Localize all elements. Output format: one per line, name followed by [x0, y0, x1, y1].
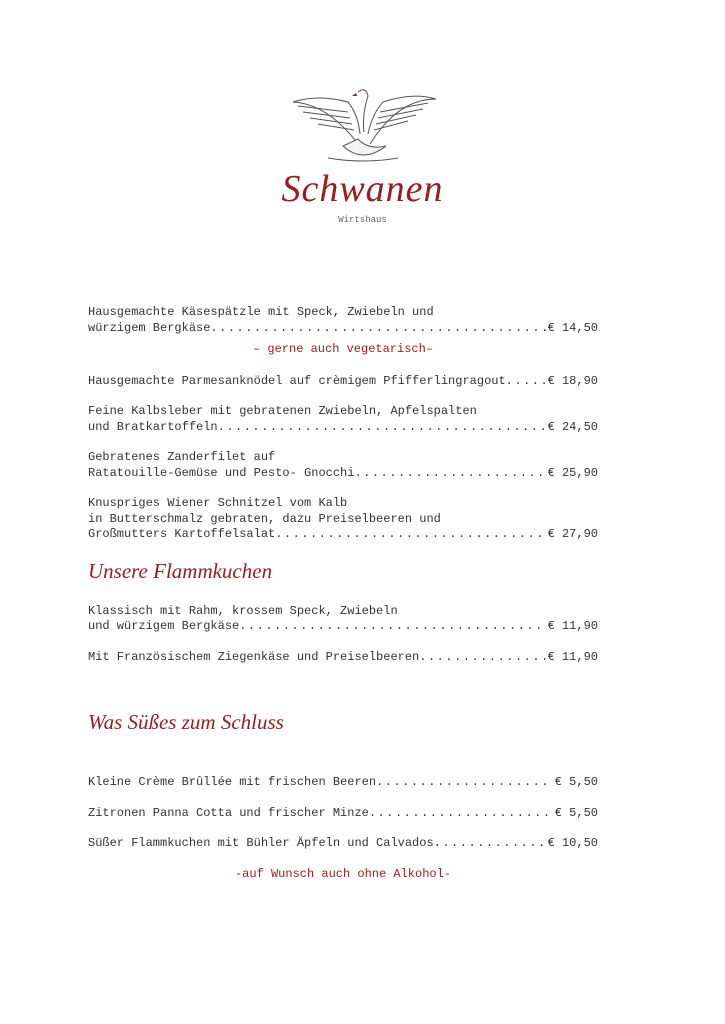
item-description: Gebratenes Zanderfilet auf — [88, 450, 276, 464]
item-description: Feine Kalbsleber mit gebratenen Zwiebeln, Apfelspalten — [88, 404, 477, 418]
dessert-items — [88, 775, 598, 852]
item-price-line — [88, 836, 598, 852]
menu-item — [88, 374, 598, 390]
item-price: € 5,50 — [554, 775, 598, 789]
menu — [88, 305, 598, 898]
item-name: Ratatouille-Gemüse und Pesto- Gnocchi — [88, 465, 355, 480]
menu-item — [88, 305, 598, 336]
item-price-line — [88, 619, 598, 635]
menu-item — [88, 496, 598, 543]
item-price-line — [88, 466, 598, 482]
menu-item — [88, 404, 598, 435]
item-price: € 18,90 — [547, 373, 598, 388]
dot-leader — [239, 619, 545, 635]
dot-leader — [210, 321, 545, 337]
item-name: Kleine Crème Brûllée mit frischen Beeren — [88, 775, 377, 789]
dot-leader — [218, 420, 546, 436]
item-name: Mit Französischem Ziegenkäse und Preiselbeeren — [88, 649, 420, 664]
section-title: Was Süßes zum Schluss — [88, 710, 284, 734]
dot-leader — [369, 806, 553, 822]
item-name: würzigem Bergkäse — [88, 320, 211, 335]
menu-item — [88, 836, 598, 852]
item-price-line — [88, 374, 598, 390]
menu-item — [88, 604, 598, 635]
menu-item — [88, 775, 598, 791]
item-price: € 25,90 — [547, 465, 598, 480]
item-name: und würzigem Bergkäse — [88, 619, 240, 633]
flammkuchen-section — [88, 558, 598, 666]
flammkuchen-items — [88, 604, 598, 666]
item-name: Hausgemachte Parmesanknödel auf crèmigem Pfifferlingragout — [88, 373, 506, 388]
menu-item — [88, 806, 598, 822]
item-price: € 27,90 — [547, 527, 598, 541]
item-description: Knuspriges Wiener Schnitzel vom Kalb — [88, 496, 348, 510]
dot-leader — [275, 527, 545, 543]
menu-item — [88, 450, 598, 481]
item-description: Klassisch mit Rahm, krossem Speck, Zwiebeln — [88, 603, 398, 618]
item-price: € 14,50 — [547, 320, 598, 335]
item-price: € 11,90 — [547, 619, 598, 633]
item-price-line — [88, 321, 598, 337]
item-description: Hausgemachte Käsespätzle mit Speck, Zwiebeln und — [88, 305, 434, 319]
item-price-line — [88, 806, 598, 822]
section-title: Unsere Flammkuchen — [88, 558, 273, 583]
item-description: in Butterschmalz gebraten, dazu Preiselbeeren und — [88, 511, 441, 526]
swan-icon — [288, 84, 438, 166]
logo — [250, 84, 475, 226]
dot-leader — [354, 466, 545, 482]
item-price: € 24,50 — [547, 419, 598, 434]
dot-leader — [506, 374, 546, 390]
mains-section — [88, 305, 598, 543]
item-name: und Bratkartoffeln — [88, 419, 218, 434]
vegetarian-note: – gerne auch vegetarisch– — [252, 342, 434, 356]
brand-subtitle: Wirtshaus — [338, 215, 387, 225]
alcohol-note: -auf Wunsch auch ohne Alkohol- — [234, 866, 452, 881]
item-name: Süßer Flammkuchen mit Bühler Äpfeln und Calvados — [88, 836, 434, 850]
item-price: € 11,90 — [547, 649, 598, 664]
menu-item — [88, 650, 598, 666]
dessert-section — [88, 709, 598, 882]
item-name: Zitronen Panna Cotta und frischer Minze — [88, 805, 369, 820]
dot-leader — [434, 836, 546, 852]
item-price: € 10,50 — [547, 836, 598, 850]
brand-name: Schwanen — [281, 168, 444, 210]
item-price-line — [88, 527, 598, 543]
item-name: Großmutters Kartoffelsalat — [88, 527, 276, 541]
dot-leader — [376, 775, 553, 791]
item-price: € 5,50 — [554, 805, 598, 820]
item-price-line — [88, 775, 598, 791]
item-price-line — [88, 650, 598, 666]
item-price-line — [88, 420, 598, 436]
dot-leader — [419, 650, 545, 666]
